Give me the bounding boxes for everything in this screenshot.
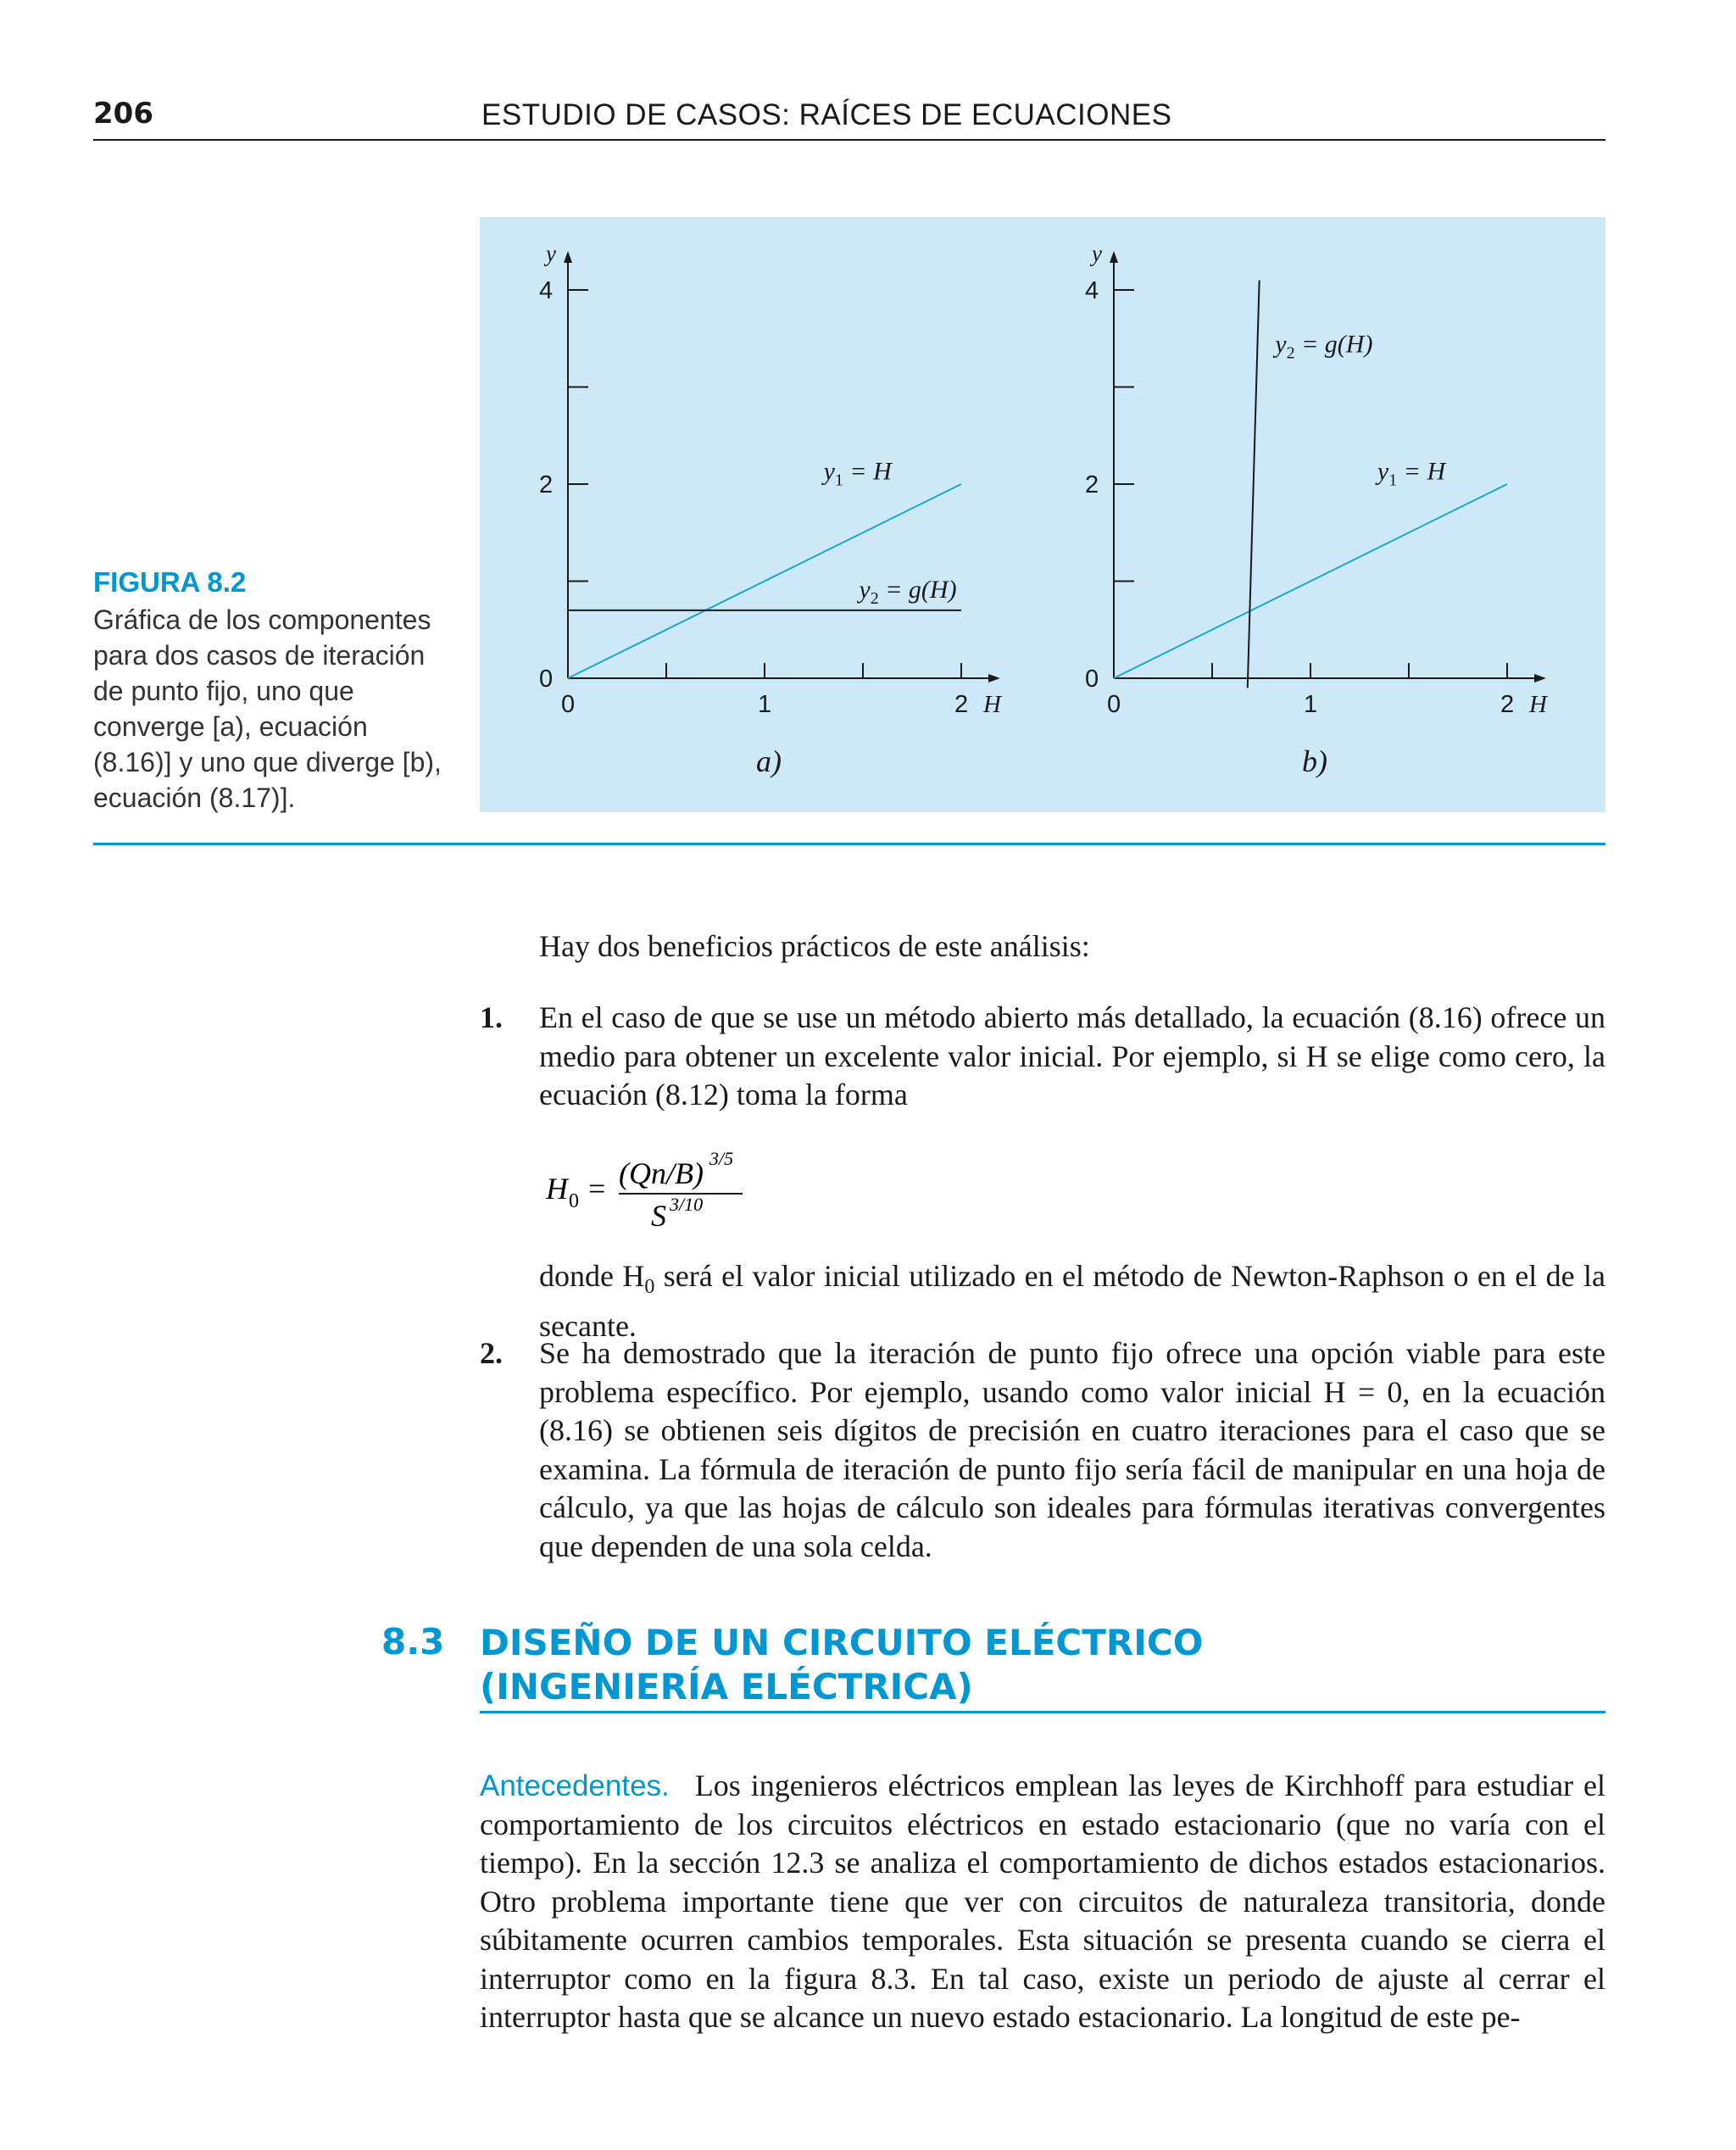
chart-a-series-2-label: $y_2 = g(H)$ bbox=[859, 575, 957, 608]
chart-b-y-tick-label: 2 bbox=[1085, 471, 1099, 499]
eq-numerator-exp: 3/5 bbox=[709, 1148, 734, 1169]
chart-b-panel-label: b) bbox=[1302, 744, 1327, 778]
chart-a-x-tick-label: 2 bbox=[954, 691, 969, 718]
eq-denominator: S bbox=[651, 1199, 666, 1231]
antecedentes-label: Antecedentes. bbox=[480, 1769, 670, 1802]
figure-8-2-chart bbox=[480, 217, 1605, 812]
chart-a-x-axis-label: H bbox=[983, 691, 1001, 718]
eq-denominator-exp: 3/10 bbox=[670, 1194, 704, 1215]
list-text-1: En el caso de que se use un método abierto más detallado, la ecuación (8.16) ofrece un medio para obtener un excelente valor inicial. Por ejemplo, si H se elige como cero, la ecuación (8.12) toma la forma bbox=[539, 1000, 1605, 1111]
list-number-2: 2. bbox=[480, 1336, 503, 1370]
chart-b-x-tick-label: 0 bbox=[1107, 691, 1121, 718]
list-text-2: Se ha demostrado que la iteración de punto fijo ofrece una opción viable para este problema específico. Por ejemplo, usando como valor inicial H = 0, en la ecuación (8.16) se obtienen seis dígitos de precisión en cuatro iteraciones para el caso que se examina. La fórmula de iteración de punto fijo sería fácil de manipular en una hoja de cálculo, ya que las hojas de cálculo son ideales para fórmulas iterativas convergentes que dependen de una sola celda. bbox=[539, 1336, 1605, 1563]
chart-b-series-1-line bbox=[1114, 484, 1507, 678]
intro-paragraph: Hay dos beneficios prácticos de este análisis: bbox=[539, 929, 1090, 963]
after-eq-part2: será el valor inicial utilizado en el método de Newton-Raphson o en el de la secante. bbox=[539, 1259, 1605, 1343]
chart-a-x-axis-arrow bbox=[988, 674, 1000, 682]
chart-a-y-axis-arrow bbox=[564, 251, 572, 263]
chart-b-y-tick-label: 0 bbox=[1085, 666, 1099, 693]
chart-a-x-tick-label: 1 bbox=[758, 691, 772, 718]
chart-a-series-1-label: $y_1 = H$ bbox=[823, 457, 892, 490]
after-eq-sub: 0 bbox=[644, 1276, 655, 1299]
numbered-list-item-1 bbox=[480, 999, 1605, 1115]
figure-panel bbox=[480, 217, 1605, 812]
after-equation-paragraph bbox=[539, 1257, 1605, 1345]
chart-b-series-2-label: $y_2 = g(H)$ bbox=[1275, 330, 1373, 363]
running-title: ESTUDIO DE CASOS: RAÍCES DE ECUACIONES bbox=[481, 98, 1172, 131]
figure-label: FIGURA 8.2 bbox=[93, 566, 247, 598]
figure-caption bbox=[93, 566, 449, 816]
section-rule bbox=[480, 1711, 1605, 1713]
chart-a-y-tick-label: 2 bbox=[539, 471, 554, 499]
chart-a-panel-label: a) bbox=[756, 744, 782, 778]
section-number: 8.3 bbox=[381, 1621, 445, 1663]
chart-b-y-tick-label: 4 bbox=[1085, 277, 1099, 304]
chart-a-x-tick-label: 0 bbox=[561, 691, 576, 718]
chart-b-series-2-line bbox=[1248, 281, 1260, 688]
section-title bbox=[480, 1621, 1203, 1709]
figure-bottom-rule bbox=[93, 843, 1605, 845]
after-eq-part1: donde H bbox=[539, 1259, 645, 1293]
eq-equals: = bbox=[588, 1172, 606, 1206]
chart-a-y-tick-label: 4 bbox=[539, 277, 554, 304]
chart-b-x-axis-arrow bbox=[1534, 674, 1546, 682]
chart-b-x-axis-label: H bbox=[1529, 691, 1547, 718]
eq-numerator: (Qn/B) bbox=[619, 1156, 704, 1190]
running-header bbox=[93, 95, 1605, 141]
chart-b-x-tick-label: 1 bbox=[1304, 691, 1318, 718]
section-title-line2: (INGENIERÍA ELÉCTRICA) bbox=[480, 1666, 973, 1707]
eq-lhs: H bbox=[546, 1172, 568, 1206]
chart-b-y-axis-arrow bbox=[1110, 251, 1118, 263]
antecedentes-paragraph bbox=[480, 1767, 1605, 2037]
chart-a-y-tick-label: 0 bbox=[539, 666, 554, 693]
equation-h0 bbox=[546, 1146, 766, 1231]
chart-a-y-axis-label: y bbox=[546, 241, 556, 266]
numbered-list-item-2 bbox=[480, 1334, 1605, 1566]
figure-caption-text: Gráfica de los componentes para dos casos de iteración de punto fijo, uno que converge [a), ecuación (8.16)] y uno que diverge [b), ecuación (8.17)]. bbox=[93, 604, 442, 813]
section-title-line1: DISEÑO DE UN CIRCUITO ELÉCTRICO bbox=[480, 1622, 1204, 1663]
eq-lhs-sub: 0 bbox=[569, 1190, 579, 1212]
page-number: 206 bbox=[93, 97, 153, 131]
list-number-1: 1. bbox=[480, 1000, 503, 1034]
antecedentes-text: Los ingenieros eléctricos emplean las leyes de Kirchhoff para estudiar el comportamiento de los circuitos eléctricos en estado estacionario (que no varía con el tiempo). En la sección 12.3 se analiza el comportamiento de dichos estados estacionarios. Otro problema importante tiene que ver con circuitos de naturaleza transitoria, donde súbitamente ocurren cambios temporales. Esta situación se presenta cuando se cierra el interruptor como en la figura 8.3. En tal caso, existe un periodo de ajuste al cerrar el interruptor hasta que se alcance un nuevo estado estacionario. La longitud de este pe- bbox=[480, 1768, 1605, 2034]
chart-b-series-1-label: $y_1 = H$ bbox=[1377, 457, 1446, 490]
chart-b-x-tick-label: 2 bbox=[1500, 691, 1515, 718]
chart-b-y-axis-label: y bbox=[1092, 241, 1102, 266]
